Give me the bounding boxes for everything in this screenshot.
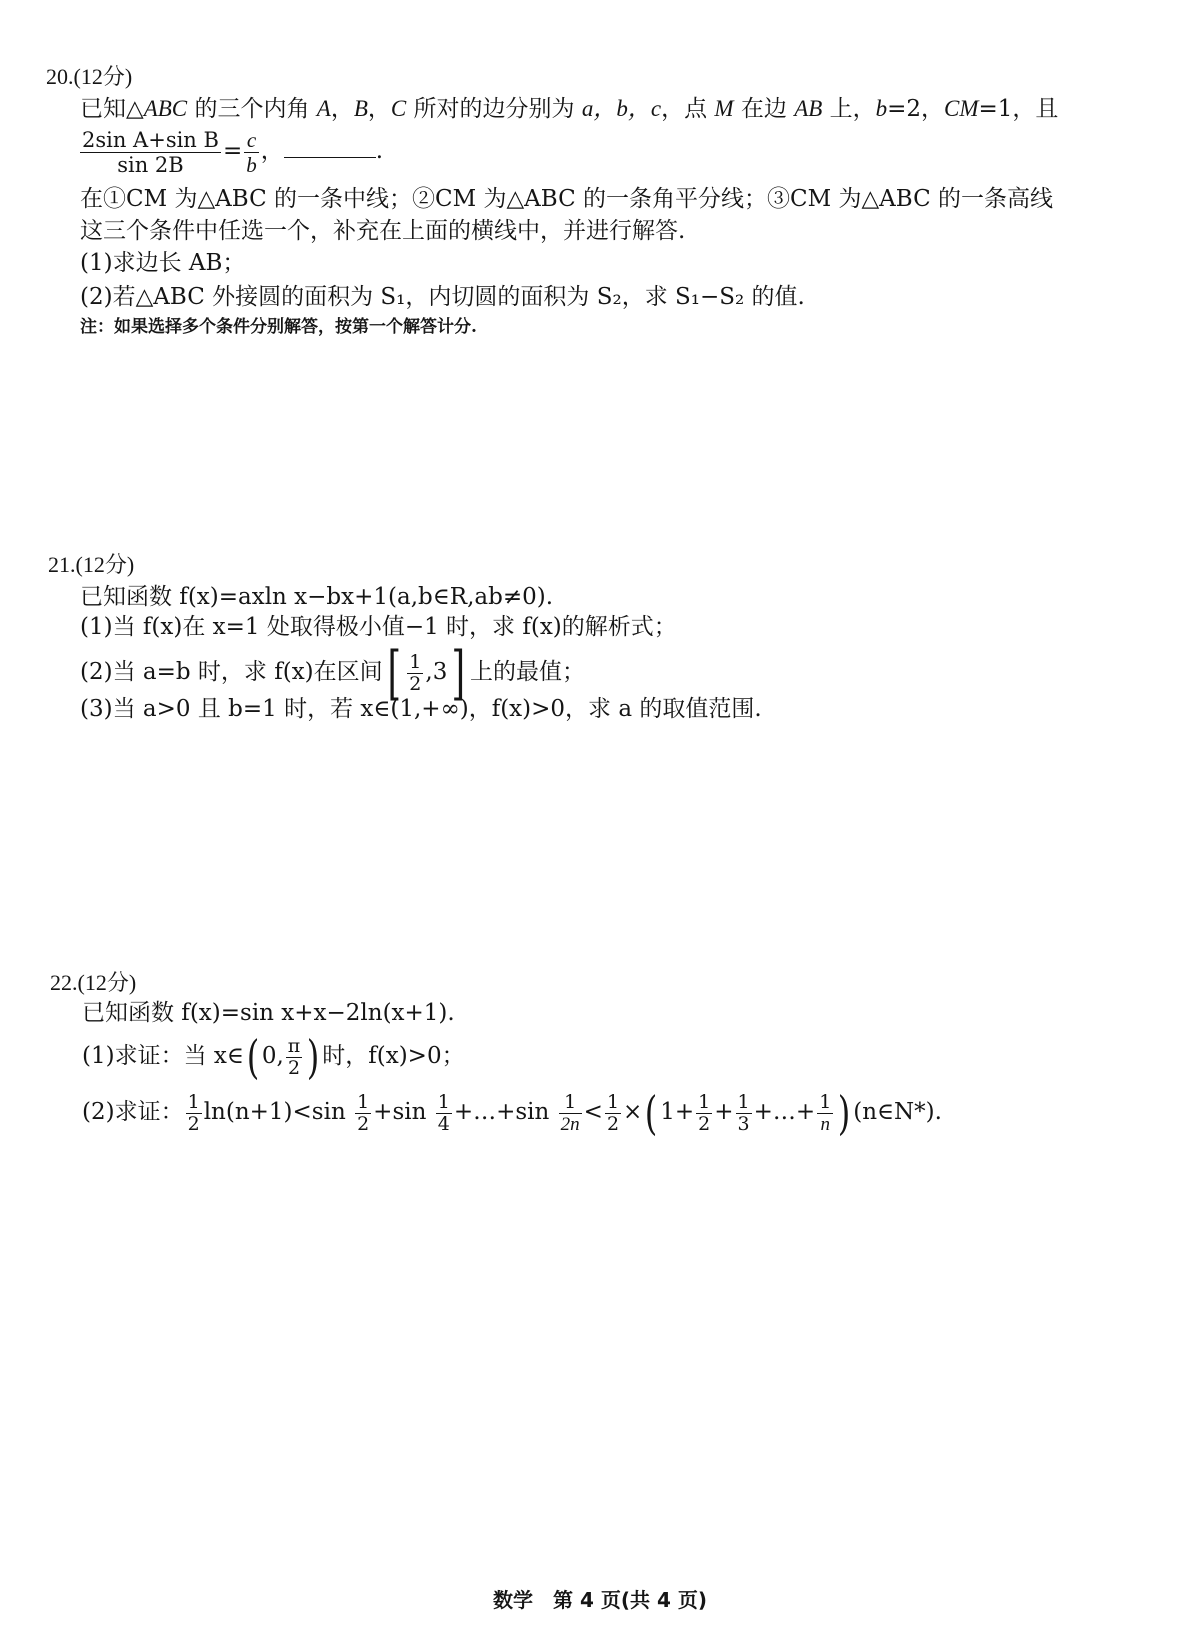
fraction-h-1-3: $\frac{1}{3}$ <box>737 1090 750 1135</box>
q21-part3: (3)当 a>0 且 b=1 时，若 x∈(1,+∞)，f(x)>0，求 a 的取值范围. <box>80 696 762 722</box>
fraction-1-2n: $\frac{1}{2n}$ <box>560 1090 580 1135</box>
fraction-c-over-b: $\frac{c}{b}$ <box>246 127 257 177</box>
q20-line1: 已知△ABC 的三个内角 A，B，C 所对的边分别为 a，b，c，点 M 在边 AB 上，b=2，CM=1，且 <box>80 96 1059 122</box>
page-footer: 数学 第 4 页(共 4 页) <box>493 1588 707 1612</box>
q20-instruction: 这三个条件中任选一个，补充在上面的横线中，并进行解答. <box>80 218 686 244</box>
fraction-h-1-2: $\frac{1}{2}$ <box>698 1090 711 1135</box>
q20-part1: (1)求边长 AB； <box>80 250 246 276</box>
fraction-one-half: $\frac{1}{2}$ <box>409 650 422 695</box>
q21-line1: 已知函数 f(x)=axln x−bx+1(a,b∈R,ab≠0). <box>80 584 554 610</box>
q22-header: 22.(12分) <box>50 970 137 995</box>
q20-note: 注：如果选择多个条件分别解答，按第一个解答计分. <box>80 317 477 337</box>
fraction-sin: $\frac{\text{2sin A+sin B}}{\sin 2B}$ <box>82 127 219 177</box>
q22-part2: (2)求证： $\frac{1}{2}$ ln(n+1)<sin $\frac{1}{2}$ +sin $\frac{1}{4}$ +…+sin $\frac{1}{2n}$ < $\frac{1}{2}$ ×( 1+ $\frac{1}{2}$ + $\frac{1}{3}$ +…+ $\frac{1}{n}$ ) (n∈N*). <box>82 1086 942 1140</box>
q20-condition-formula: $\frac{\text{2sin A+sin B}}{\sin 2B}$ = $\frac{c}{b}$ ， . <box>82 127 384 177</box>
fraction-pi-over-2: $\frac{\pi}{2}$ <box>287 1034 301 1079</box>
q21-part1: (1)当 f(x)在 x=1 处取得极小值−1 时，求 f(x)的解析式； <box>80 614 677 640</box>
q21-header: 21.(12分) <box>48 552 135 577</box>
fraction-1-2: $\frac{1}{2}$ <box>357 1090 370 1135</box>
q20-part2: (2)若△ABC 外接圆的面积为 S₁，内切圆的面积为 S₂，求 S₁−S₂ 的值. <box>80 284 805 310</box>
fraction-1-4: $\frac{1}{4}$ <box>437 1090 450 1135</box>
fraction-h-1-n: $\frac{1}{n}$ <box>819 1090 832 1135</box>
q20-choices: 在①CM 为△ABC 的一条中线；②CM 为△ABC 的一条角平分线；③CM 为△ABC 的一条高线 <box>80 186 1053 212</box>
fraction-half-b: $\frac{1}{2}$ <box>606 1090 620 1135</box>
q22-part1: (1)求证：当 x∈( 0, $\frac{\pi}{2}$ ) 时，f(x)>0； <box>82 1030 465 1084</box>
q21-part2: (2)当 a=b 时，求 f(x)在区间[ $\frac{1}{2}$ ,3] 上的最值； <box>80 639 585 707</box>
q20-header: 20.(12分) <box>46 64 133 89</box>
fraction-half-a: $\frac{1}{2}$ <box>187 1090 200 1135</box>
q22-line1: 已知函数 f(x)=sin x+x−2ln(x+1). <box>82 1000 455 1026</box>
fill-in-blank <box>284 141 376 158</box>
